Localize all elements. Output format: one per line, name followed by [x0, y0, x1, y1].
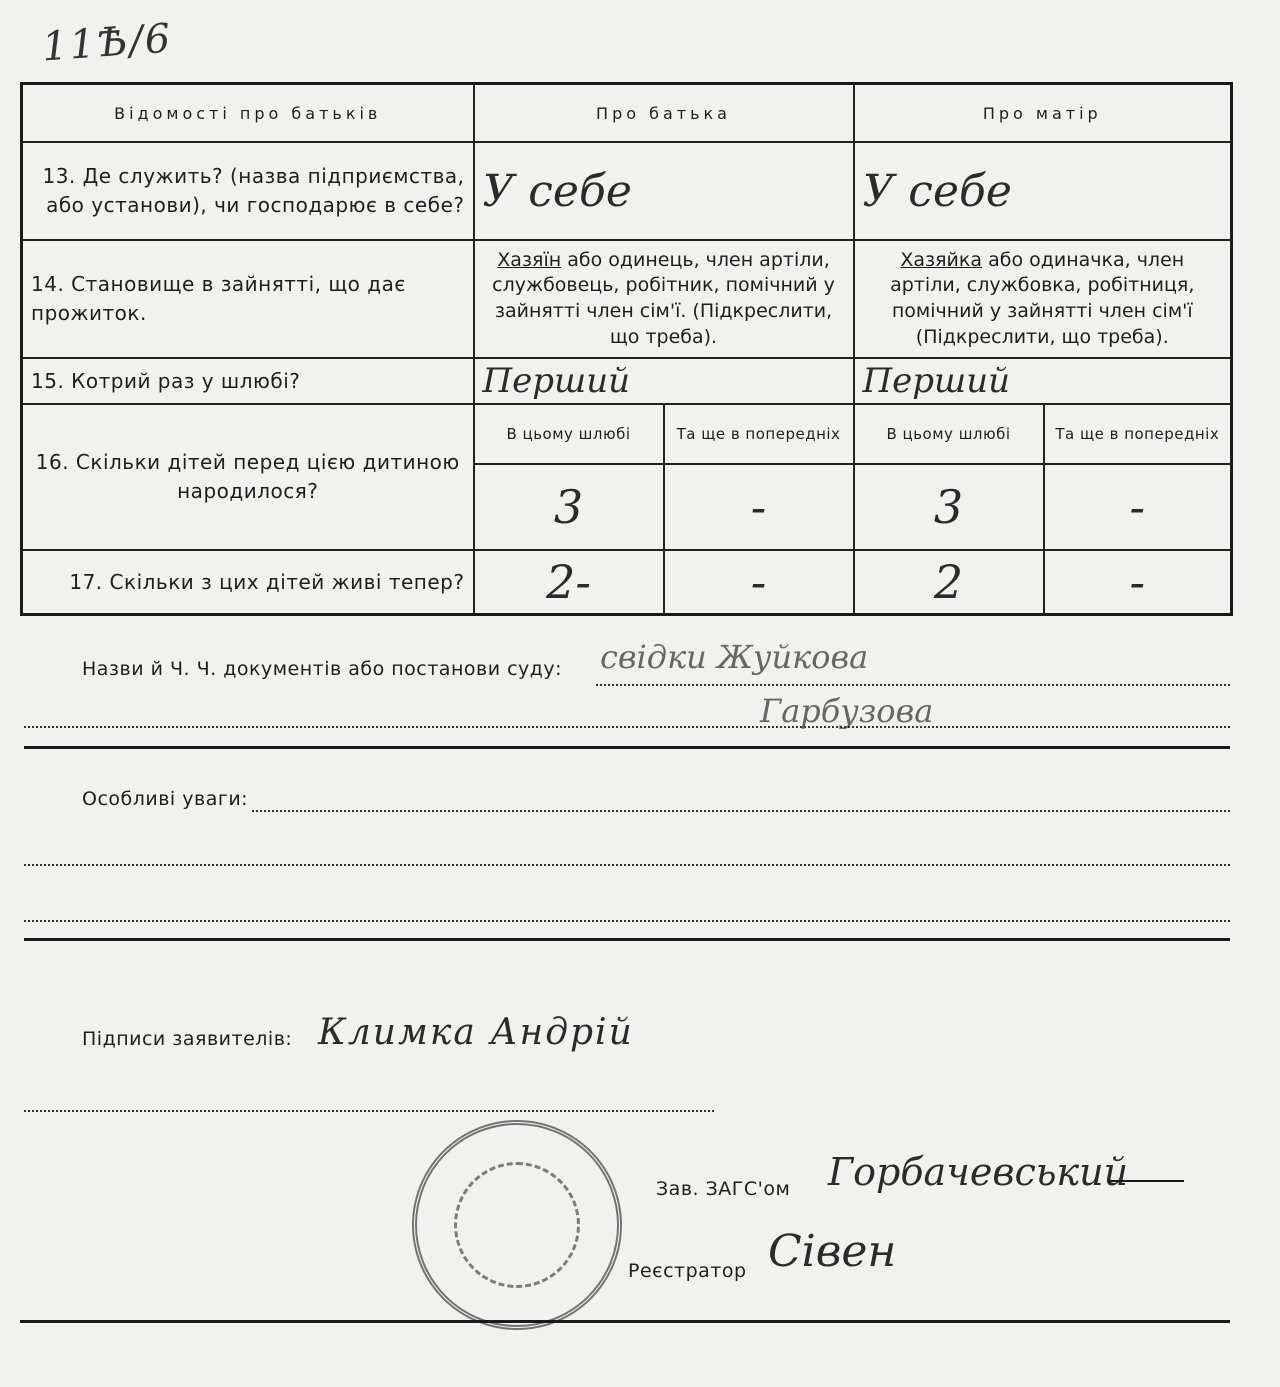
q14-label: 14. Становище в зайнятті, що дає прожиток.: [22, 240, 474, 358]
q13-father-answer: У себе: [474, 142, 854, 240]
signatures-label: Підписи заявителів:: [82, 1028, 293, 1050]
q14-father-options: [474, 240, 854, 358]
subheader-mother-previous: Та ще в попередніх: [1044, 404, 1232, 464]
q14-mother-underlined: Хазяйка: [900, 248, 983, 271]
q13-label: 13. Де служить? (назва підприємства, або установи), чи господарює в себе?: [22, 142, 474, 240]
q17-father-this: 2-: [474, 550, 664, 615]
q15-father-answer: Перший: [474, 358, 854, 404]
corner-archive-note: 11Ѣ/6: [40, 15, 174, 71]
bottom-divider: [20, 1320, 1230, 1323]
official-seal-stamp: [412, 1120, 622, 1330]
remarks-dotted-line-3: [24, 920, 1230, 922]
row-q17: [22, 550, 1232, 615]
q16-father-this: 3: [474, 464, 664, 550]
registrar-label: Реєстратор: [628, 1260, 747, 1282]
documents-label: Назви й Ч. Ч. документів або постанови суду:: [82, 658, 563, 680]
row-q13: [22, 142, 1232, 240]
signatures-dotted-line: [24, 1110, 714, 1112]
subheader-father-previous: Та ще в попередніх: [664, 404, 854, 464]
q15-mother-answer: Перший: [854, 358, 1232, 404]
documents-dotted-line-1: [596, 684, 1230, 686]
q16-mother-previous: -: [1044, 464, 1232, 550]
q14-father-rest: або одинець, член артіли, службовець, робітник, помічний у зайнятті член сім'ї. (Підкреслити, що треба).: [492, 248, 835, 348]
remarks-dotted-line-2: [24, 864, 1230, 866]
zags-signature-line: [1108, 1180, 1184, 1182]
zags-head-label: Зав. ЗАГС'ом: [656, 1178, 791, 1200]
remarks-dotted-line-1: [252, 810, 1230, 812]
parents-info-table: [20, 82, 1233, 616]
q17-mother-previous: -: [1044, 550, 1232, 615]
q14-mother-rest: або одиначка, член артіли, службовка, робітниця, помічний у зайнятті член сім'ї (Підкреслити, що треба).: [890, 248, 1195, 348]
row-subheaders: [22, 404, 1232, 464]
q15-label: 15. Котрий раз у шлюбі?: [22, 358, 474, 404]
header-mother: Про матір: [854, 84, 1232, 143]
q14-mother-options: [854, 240, 1232, 358]
row-q15: [22, 358, 1232, 404]
header-father: Про батька: [474, 84, 854, 143]
q17-label: 17. Скільки з цих дітей живі тепер?: [22, 550, 474, 615]
remarks-label: Особливі уваги:: [82, 788, 249, 810]
documents-handwriting-2: Гарбузова: [760, 692, 934, 730]
zags-head-signature: Горбачевський: [828, 1150, 1129, 1194]
q17-father-previous: -: [664, 550, 854, 615]
header-parents-info: Відомості про батьків: [22, 84, 474, 143]
q16-label: 16. Скільки дітей перед цією дитиною народилося?: [22, 404, 474, 550]
subheader-father-this-marriage: В цьому шлюбі: [474, 404, 664, 464]
documents-handwriting-1: свідки Жуйкова: [600, 638, 869, 676]
q17-mother-this: 2: [854, 550, 1044, 615]
registrar-signature: Сівен: [768, 1226, 897, 1277]
documents-dotted-line-2: [24, 726, 1230, 728]
applicant-signature: Климка Андрій: [318, 1012, 634, 1053]
q16-mother-this: 3: [854, 464, 1044, 550]
q14-father-underlined: Хазяїн: [497, 248, 562, 271]
documents-divider: [24, 746, 1230, 749]
row-q14: [22, 240, 1232, 358]
subheader-mother-this-marriage: В цьому шлюбі: [854, 404, 1044, 464]
remarks-divider: [24, 938, 1230, 941]
q13-mother-answer: У себе: [854, 142, 1232, 240]
table-header-row: [22, 84, 1232, 143]
q16-father-previous: -: [664, 464, 854, 550]
